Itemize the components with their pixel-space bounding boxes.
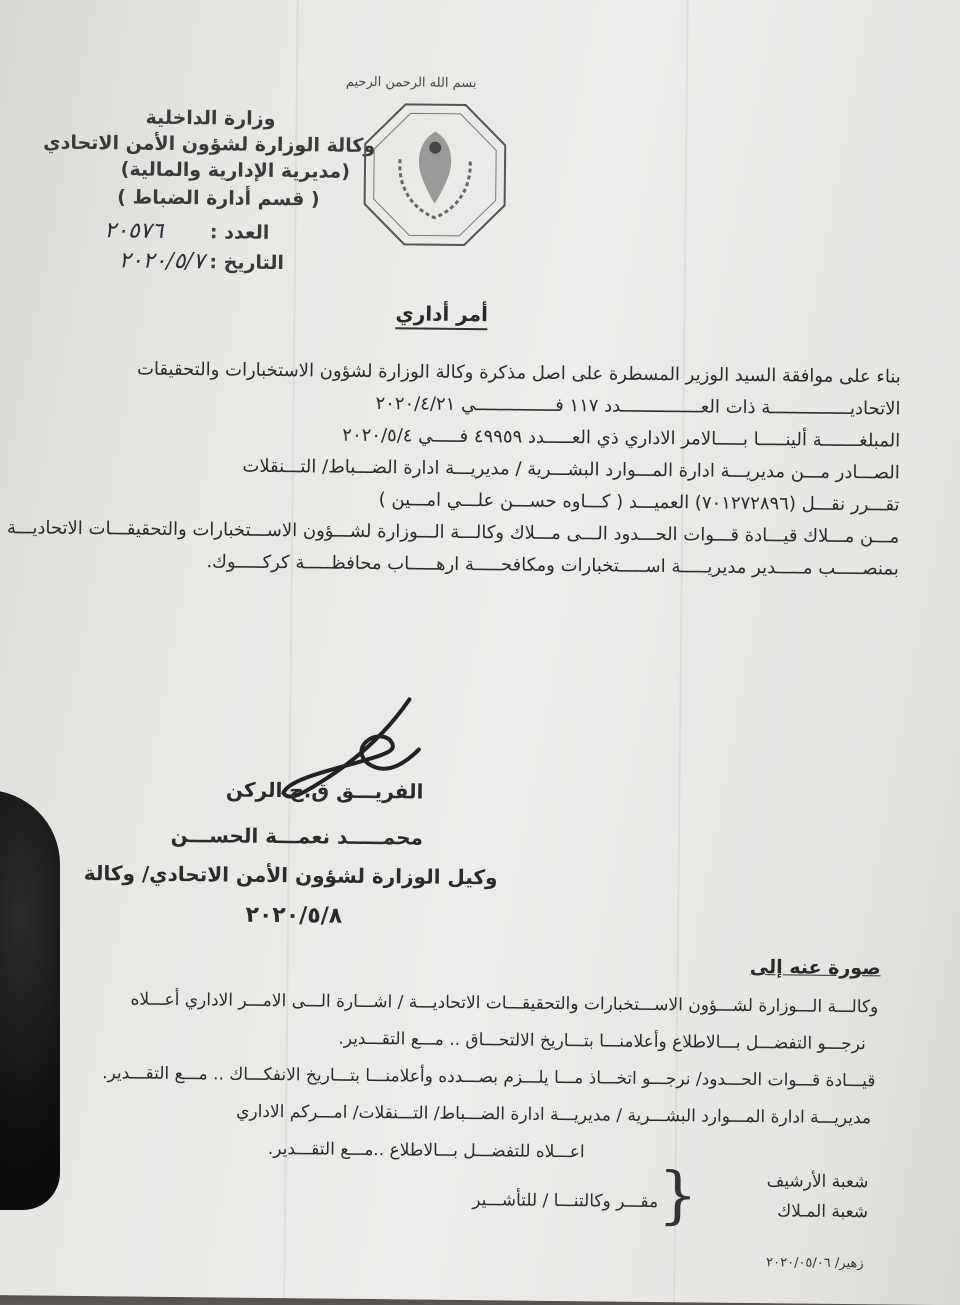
- archive-section: شعبة الأرشيف: [766, 1171, 869, 1193]
- body-line-2: الاتحاديـــــــــــــــة ذات العـــــــــــــــدد ١١٧ فـــــــــــــــي ٢٠٢٠/٤/٢١: [375, 393, 901, 420]
- copies-title: صورة عنه إلى: [749, 956, 881, 980]
- agency-name: وكالة الوزارة لشؤون الأمن الاتحادي: [43, 131, 376, 158]
- hq-line: مقـــر وكالتنـــا / للتأشـــير: [472, 1190, 659, 1213]
- date-value: ٢٠٢٠/٥/٧: [118, 248, 205, 275]
- copy-line-3: قيـــادة قـــوات الحـــدود/ نرجـــو اتخـــاذ مـــا يلـــزم بصـــدده وأعلامنـــا بتـــاريخ الانفكـــاك .. مـــع التقـــدير.: [102, 1063, 876, 1092]
- directorate-name: (مديرية الإدارية والمالية): [120, 158, 351, 183]
- basmala: بسم الله الرحمن الرحيم: [345, 74, 477, 92]
- brace-symbol: {: [657, 1158, 699, 1232]
- number-label: العدد :: [209, 221, 270, 244]
- copy-line-2: نرجـــو التفضـــل بـــالاطلاع وأعلامنـــا بتـــاريخ الالتحـــاق .. مـــع التقـــدير.: [338, 1028, 866, 1055]
- ministry-seal-emblem: [359, 99, 511, 251]
- gloved-hand: [0, 790, 60, 1210]
- signatory-name: محمـــــد نعمـــة الحســـن: [170, 822, 424, 850]
- copy-line-1: وكالـــة الـــوزارة لشـــؤون الاســـتخبارات والتحقيقـــات الاتحاديـــة / اشـــارة الـــى الامـــر الاداري أعـــلاه: [130, 989, 879, 1018]
- number-value: ٢٠٥٧٦: [104, 218, 164, 244]
- ministry-name: وزارة الداخلية: [145, 106, 276, 130]
- body-line-7: بمنصـــــب مـــــدير مديريـــــة اســـــتخبارات ومكافحـــــة ارهـــــاب محافظـــــة كركـــــوك.: [206, 551, 899, 580]
- signatory-rank: الفريـــق ق.ج الركن: [225, 777, 424, 804]
- footer-reference: زهير/ ٢٠٢٠/٠٥/٠٦: [766, 1255, 864, 1272]
- order-title: أمر أداري: [395, 301, 488, 330]
- date-label: التاريخ :: [209, 251, 285, 275]
- body-line-4: الصـــادر مـــن مديريـــة ادارة المـــوارد البشـــرية / مديريـــة ادارة الضـــباط/ التـــنقلات: [242, 455, 900, 484]
- body-line-1: بناء على موافقة السيد الوزير المسطرة على اصل مذكرة وكالة الوزارة لشؤون الاستخبارات والتحقيقات: [136, 358, 901, 388]
- signature-date: ٢٠٢٠/٥/٨: [245, 902, 343, 929]
- staff-section: شعبة المـلاك: [777, 1201, 869, 1223]
- body-line-6: مـــن مـــلاك قيـــادة قـــوات الحـــدود الـــى مـــلاك وكالـــة الـــوزارة لشـــؤون الاســـتخبارات والتحقيقـــات الاتحاديـــة: [6, 517, 900, 548]
- body-line-5: تقـــرر نقـــل (٧٠١٢٧٢٨٩٦) العميـــد ( كـــاوه حســـن علـــي امـــين ): [378, 489, 900, 516]
- section-name: ( قسم أدارة الضباط ): [117, 186, 320, 211]
- body-line-3: المبلغـــــــة ألينـــــا بـــــالامر الاداري ذي العـــــدد ٤٩٩٥٩ فـــــي ٢٠٢٠/٥/٤: [342, 424, 901, 452]
- copy-line-5: اعـــلاه للتفضـــل بـــالاطلاع ..مـــع التقـــدير.: [267, 1138, 585, 1163]
- signatory-position: وكيل الوزارة لشؤون الأمن الاتحادي/ وكالة: [83, 861, 498, 890]
- copy-line-4: مديريـــة ادارة المـــوارد البشـــرية / مديريـــة ادارة الضـــباط/ التـــنقلات/ امـــركم الاداري: [236, 1101, 872, 1129]
